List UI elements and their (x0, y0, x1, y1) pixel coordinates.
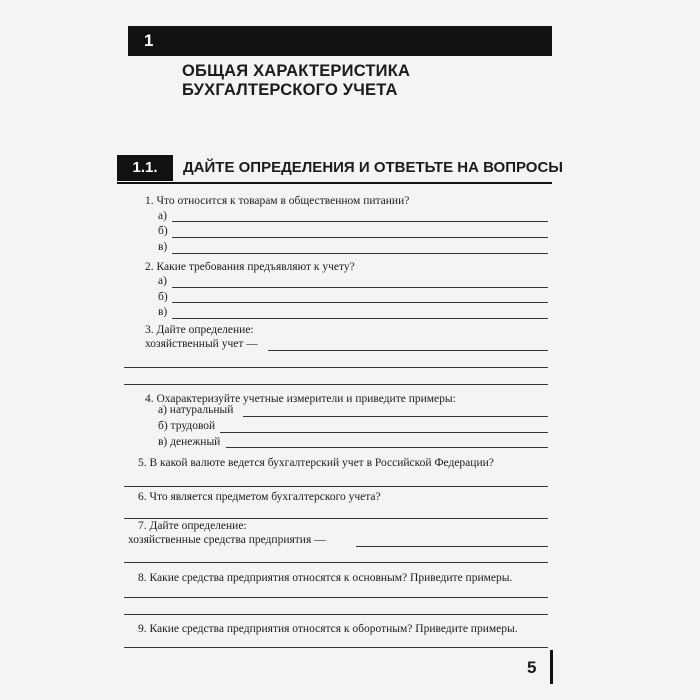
question-6-text: 6. Что является предметом бухгалтерского учета? (138, 491, 381, 503)
chapter-title (182, 62, 542, 100)
question-2-answer-line-c[interactable] (172, 318, 548, 319)
question-3-term: хозяйственный учет — (145, 338, 258, 350)
question-2-option-c: в) (158, 306, 168, 318)
question-4-answer-line-c[interactable] (226, 447, 548, 448)
question-1-text: 1. Что относится к товарам в общественном питании? (145, 195, 410, 207)
question-3-answer-line-1[interactable] (268, 350, 548, 351)
section-number: 1.1. (117, 155, 173, 181)
question-5-text: 5. В какой валюте ведется бухгалтерский учет в Российской Федерации? (138, 457, 494, 469)
question-1-option-b: б) (158, 225, 168, 237)
question-3-answer-line-2[interactable] (124, 367, 548, 368)
question-4-option-c: в) денежный (158, 436, 221, 448)
section-rule (117, 182, 552, 184)
question-2-answer-line-b[interactable] (172, 302, 548, 303)
question-7-answer-line-1[interactable] (356, 546, 548, 547)
chapter-number: 1 (144, 31, 154, 50)
question-3-answer-line-3[interactable] (124, 384, 548, 385)
question-4-option-a: а) натуральный (158, 404, 234, 416)
chapter-title-line-1: ОБЩАЯ ХАРАКТЕРИСТИКА (182, 62, 411, 80)
question-9-text: 9. Какие средства предприятия относятся к оборотным? Приведите примеры. (138, 623, 518, 635)
section-header (117, 155, 563, 185)
question-9-answer-line[interactable] (124, 647, 548, 648)
chapter-title-line-2: БУХГАЛТЕРСКОГО УЧЕТА (182, 81, 398, 99)
question-2-option-a: а) (158, 275, 167, 287)
question-1-answer-line-b[interactable] (172, 237, 548, 238)
question-8-text: 8. Какие средства предприятия относятся к основным? Приведите примеры. (138, 572, 513, 584)
question-7-text: 7. Дайте определение: (138, 520, 247, 532)
page-number: 5 (527, 658, 537, 677)
page-number-bar (550, 650, 553, 684)
question-1-answer-line-c[interactable] (172, 253, 548, 254)
question-7-answer-line-2[interactable] (124, 562, 548, 563)
question-1-option-c: в) (158, 241, 168, 253)
question-4-text: 4. Охарактеризуйте учетные измерители и приведите примеры: (145, 393, 456, 405)
question-3-text: 3. Дайте определение: (145, 324, 254, 336)
question-2-option-b: б) (158, 291, 168, 303)
question-1-answer-line-a[interactable] (172, 221, 548, 222)
section-title: ДАЙТЕ ОПРЕДЕЛЕНИЯ И ОТВЕТЬТЕ НА ВОПРОСЫ (183, 159, 563, 176)
question-8-answer-line-1[interactable] (124, 597, 548, 598)
question-8-answer-line-2[interactable] (124, 614, 548, 615)
question-4-option-b: б) трудовой (158, 420, 216, 432)
chapter-number-bar (128, 26, 552, 56)
question-4-answer-line-a[interactable] (243, 416, 548, 417)
question-4-answer-line-b[interactable] (220, 432, 548, 433)
question-1-option-a: а) (158, 210, 167, 222)
question-5-answer-line[interactable] (124, 486, 548, 487)
question-2-answer-line-a[interactable] (172, 287, 548, 288)
question-2-text: 2. Какие требования предъявляют к учету? (145, 261, 355, 273)
question-7-term: хозяйственные средства предприятия — (128, 534, 326, 546)
